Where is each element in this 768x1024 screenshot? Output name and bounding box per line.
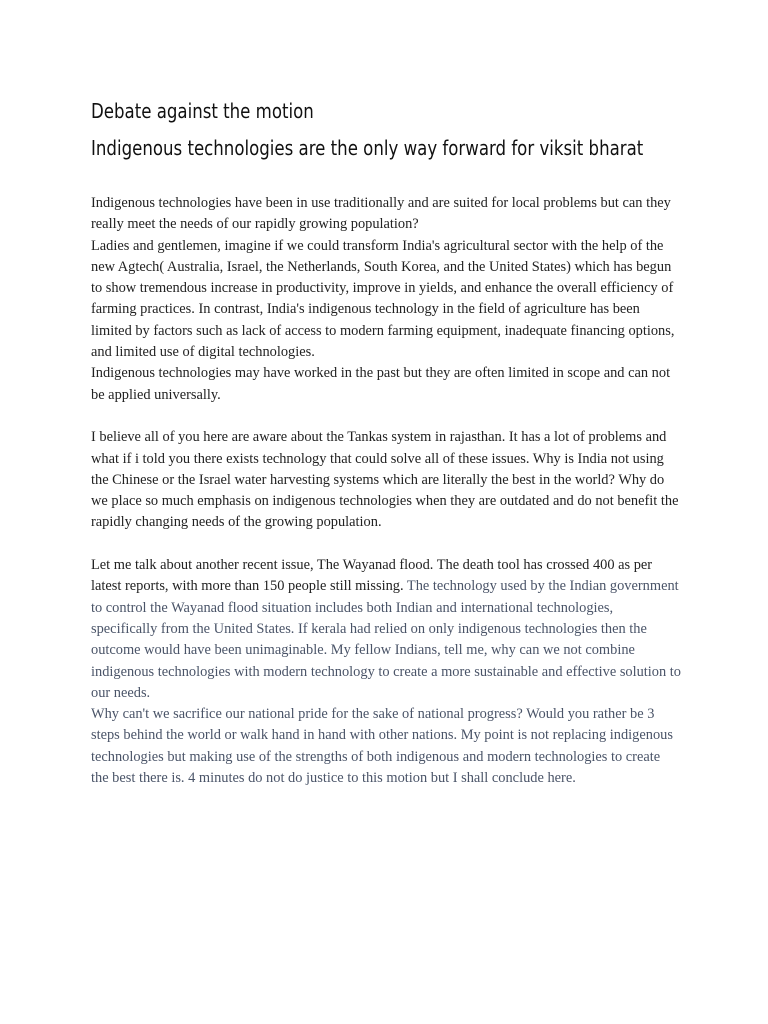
paragraph-wayanad-lead: Let me talk about another recent issue, The Wayanad flood. The death tool has crossed 400 as per latest reports, with more than 150 people still missing. — [91, 557, 653, 595]
paragraph-wayanad-technology: The technology used by the Indian government to control the Wayanad flood situation includes both Indian and international technologies, specifically from the United States. If kerala had relied on only indigenous technologies then the outcome would have been unimaginable. My fellow Indians, tell me, why can we not combine indigenous technologies with modern technology to create a more sustainable and effective solution to our needs. — [91, 578, 681, 701]
paragraph-conclusion: Why can't we sacrifice our national pride for the sake of national progress? Would you rather be 3 steps behind the world or walk hand in hand with other nations. My point is not replacing indigenous technologies but making use of the strengths of both indigenous and modern technologies to create the best there is. 4 minutes do not do justice to this motion but I shall conclude here. — [91, 706, 673, 787]
paragraph-wayanad — [91, 555, 681, 704]
document-body — [91, 193, 681, 789]
document-subtitle: Indigenous technologies are the only way forward for viksit bharat — [91, 136, 644, 160]
document-title: Debate against the motion — [91, 99, 314, 123]
paragraph-tankas: I believe all of you here are aware about the Tankas system in rajasthan. It has a lot of problems and what if i told you there exists technology that could solve all of these issues. Why is India not using the Chinese or the Israel water harvesting systems which are literally the best in the world? Why do we place so much emphasis on indigenous technologies when they are outdated and do not benefit the rapidly changing needs of the growing population. — [91, 429, 679, 531]
document — [91, 96, 681, 789]
paragraph-scope: Indigenous technologies may have worked in the past but they are often limited in scope and can not be applied universally. — [91, 365, 671, 403]
paragraph-agtech: Ladies and gentlemen, imagine if we could transform India's agricultural sector with the help of the new Agtech( Australia, Israel, the Netherlands, South Korea, and the United States) which has begun to show tremendous increase in productivity, improve in yields, and enhance the overall efficiency of farming practices. In contrast, India's indigenous technology in the field of agriculture has been limited by factors such as lack of access to modern farming equipment, inadequate financing options, and limited use of digital technologies. — [91, 237, 675, 361]
paragraph-intro: Indigenous technologies have been in use traditionally and are suited for local problems but can they really meet the needs of our rapidly growing population? — [91, 195, 671, 233]
